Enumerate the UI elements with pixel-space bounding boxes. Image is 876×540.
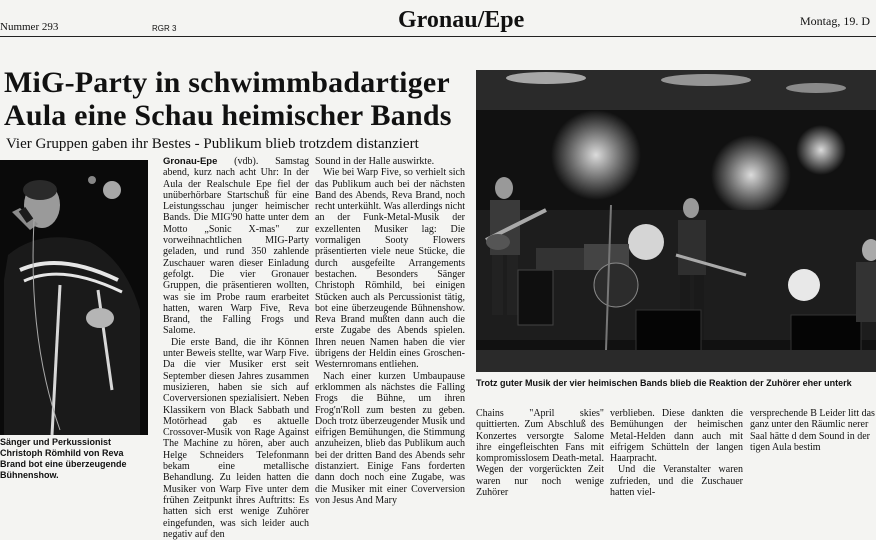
- article-column-2: [315, 156, 465, 506]
- article-column-4: [610, 408, 743, 500]
- page-number: Nummer 293: [0, 21, 59, 33]
- dateline: Gronau-Epe: [163, 156, 218, 167]
- column-2-paragraph-2: Wie bei Warp Five, so verhielt sich das Publikum auch bei der nächsten Band des Abends, Reva Brand, noch recht unterkühlt. Was allerdings nicht an der Funk-Metal-Musik der exzellenten Musiker lag: Die vormaligen Sooty Flowers präsentierten viele neue Stücke, die durch ausgefeilte Arrangements bestachen. Besonders Sänger Christoph Römhild, bei einigen Stücken auch als Percussionist tätig, bot eine überzeugende Bühnenshow. Reva Brand mußten dann auch die erste Zugabe des Abends spielen. Ihren neuen Namen haben die vier übrigens der Heldin eines Groschen-Westernromans entliehen.: [315, 167, 465, 371]
- headline-line-1: MiG-Party in schwimmbadartiger: [4, 66, 450, 99]
- singer-photo-caption: Sänger und Perkussionist Christoph Römhild von Reva Brand bot eine überzeugende Bühnenshow.: [0, 437, 127, 480]
- column-1-paragraph-2: Die erste Band, die ihr Können unter Beweis stellte, war Warp Five. Da die vier Musiker erst seit September diesen Jahres zusammen musizieren, haben sie sich auf Coverversionen spezialisiert. Neben Klassikern von Black Sabbath und Motörhead gab es aktuelle Crossover-Musik von Rage Against The Machine zu hören, aber auch Helge Schneiders Telefonmann bekam eine metallische Behandlung. Zu leiden hatten die Musiker von Warp Five unter dem frühen Zeitpunkt ihres Auftritts: Es hatten sich erst wenige Zuhörer eingefunden, was sich leider auch negativ auf den: [163, 336, 309, 540]
- page-code: RGR 3: [152, 24, 177, 33]
- column-5-paragraph: versprechende B Leider litt das ganz unter den Räumlic nerer Saal hätte d dem Sound in der tigen Aula bestim: [750, 408, 875, 453]
- concert-photo: [476, 70, 876, 372]
- concert-photo-caption: Trotz guter Musik der vier heimischen Bands blieb die Reaktion der Zuhörer eher unterk: [476, 378, 852, 388]
- issue-date: Montag, 19. D: [800, 14, 870, 28]
- article-subheadline: Vier Gruppen gaben ihr Bestes - Publikum blieb trotzdem distanziert: [6, 136, 419, 152]
- article-column-5: [750, 408, 876, 500]
- headline-line-2: Aula eine Schau heimischer Bands: [4, 99, 452, 132]
- article-headline: [4, 66, 474, 132]
- header-rule: [0, 36, 876, 37]
- section-title: Gronau/Epe: [398, 7, 525, 33]
- column-2-paragraph-3: Nach einer kurzen Umbaupause erklommen als nächstes die Falling Frogs die Bühne, um ihren Frog'n'Roll zum besten zu geben. Doch trotz überzeugender Musik und eifrigen Bemühungen, die Stimmung anzuheizen, blieb das Publikum auch bei der dritten Band des Abends sehr distanziert. Einige Fans forderten dann doch noch eine Zugabe, was die Musiker mit einer Coverversion von Jesus And Mary: [315, 370, 465, 506]
- column-4-paragraph-2: Und die Veranstalter waren zufrieden, und die Zuschauer hatten viel-: [610, 464, 743, 499]
- singer-photo: [0, 160, 148, 435]
- column-1-paragraph-1: (vdb). Samstag abend, kurz nach acht Uhr: In der Aula der Realschule Epe fiel der unüberhörbare Startschuß für eine Leistungsschau junger heimischer Bands. Die MIG'90 hatte unter dem Motto „Sonic X-mas" zur vorweihnachtlichen MIG-Party geladen, und rund 350 zahlende Zuschauer waren dieser Einladung gefolgt. Die vier Gronauer Gruppen, die präsentieren wollten, was sie im Probe raum erarbeitet hatten, waren Warp Five, Reva Brand, the Falling Frogs und Salome.: [163, 156, 310, 337]
- article-column-1: [163, 156, 310, 540]
- article-column-3: [476, 408, 604, 500]
- column-2-paragraph-1: Sound in der Halle auswirkte.: [315, 156, 435, 167]
- column-3-paragraph: Chains "April skies" quittierten. Zum Abschluß des Konzertes versorgte Salome ihre eingefleischten Fans mit kompromisslosem Death-metal. Wegen der vorgerückten Zeit waren nur noch wenige Zuhörer: [476, 408, 604, 499]
- column-4-paragraph-1: verblieben. Diese dankten die Bemühungen der heimischen Metal-Helden dann auch mit eifrigem Schütteln der langen Haarpracht.: [610, 408, 743, 465]
